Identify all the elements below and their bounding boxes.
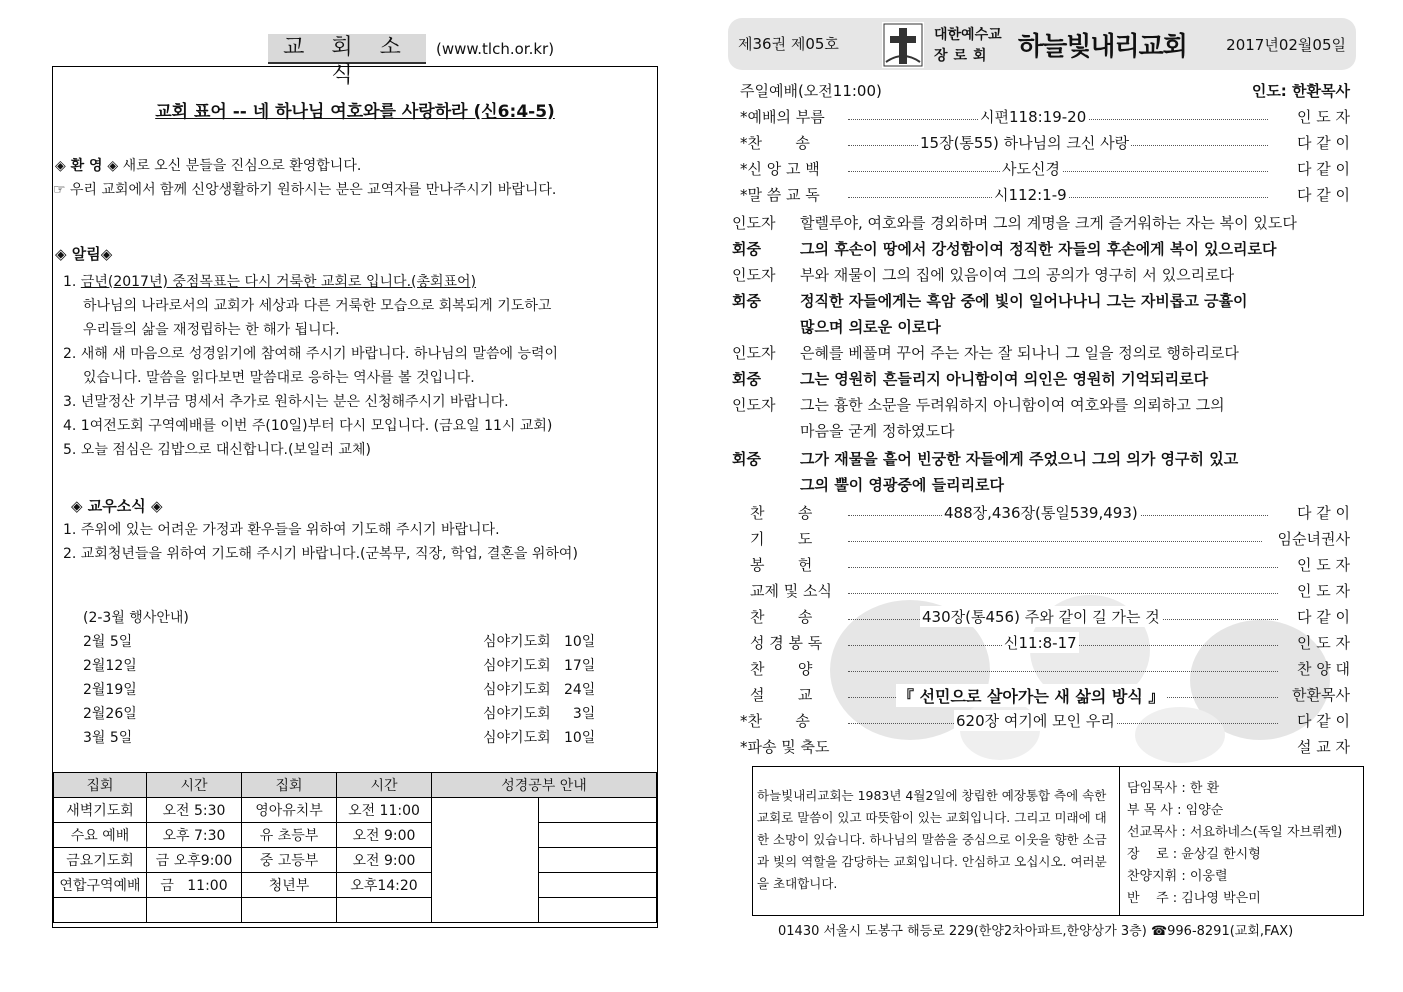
table-cell [539,898,657,923]
table-cell: 오후 7:30 [147,823,242,848]
reading-line: 은혜를 베풀며 꾸어 주는 자는 잘 되나니 그 일을 정의로 행하리로다 [800,344,1239,362]
staff-line: 부 목 사 : 임양순 [1127,803,1224,818]
church-info-box [752,766,1364,916]
table-cell: 오전 9:00 [337,848,432,873]
table-cell: 금 11:00 [147,873,242,898]
table-cell: 금요기도회 [54,848,147,873]
member-news-2: 2. 교회청년들을 위하여 기도해 주시기 바랍니다.(군복무, 직장, 학업, 결혼을 위하여) [63,546,578,562]
bulletin-header [728,18,1356,70]
table-cell: 오전 9:00 [337,823,432,848]
event-date: 2월12일 [83,658,137,674]
welcome-line: ◈ 환 영 ◈ 새로 오신 분들을 진심으로 환영합니다. [55,158,362,174]
service-leader: 인도: 한환목사 [1251,82,1350,100]
order-item: *찬 송 620장 여기에 모인 우리 다 같 이 [740,712,1350,730]
reading-speaker: 인도자 [732,396,776,414]
event-night-prayer: 심야기도회 24일 [483,682,596,698]
reading-line: 마음을 굳게 정하였도다 [800,422,955,440]
staff-line: 담임목사 : 한 환 [1127,781,1220,796]
welcome-heading: ◈ 환 영 ◈ [55,158,119,174]
event-night-prayer: 심야기도회 3일 [483,706,596,722]
denomination-sub: 장로회 [934,48,993,64]
table-cell: 새벽기도회 [54,798,147,823]
reading-line: 그는 영원히 흔들리지 아니함이여 의인은 영원히 기억되리로다 [800,370,1209,388]
notice-4: 4. 1여전도회 구역예배를 이번 주(10일)부터 다시 모입니다. (금요일 11시 교회) [63,418,553,434]
table-row [54,898,657,923]
event-night-prayer: 심야기도회 17일 [483,658,596,674]
table-cell: 중 고등부 [242,848,337,873]
table-cell [539,848,657,873]
table-cell: 영아유치부 [242,798,337,823]
event-date: 2월 5일 [83,634,133,650]
table-row [54,823,657,848]
reading-speaker: 인도자 [732,344,776,362]
event-date: 3월 5일 [83,730,133,746]
reading-line: 많으며 의로운 이로다 [800,318,941,336]
table-cell: 유 초등부 [242,823,337,848]
order-item: 성 경 봉 독 신11:8-17 인 도 자 [750,634,1350,652]
reading-speaker: 회중 [732,370,761,388]
meeting-schedule-table [53,772,657,923]
table-cell: 오전 5:30 [147,798,242,823]
table-cell [539,873,657,898]
church-address: 01430 서울시 도봉구 해등로 229(한양2차아파트,한양상가 3층) ☎996-8291(교회,FAX) [778,924,1294,939]
church-news-box [52,66,658,928]
table-header-row [54,773,657,798]
notice-2: 2. 새해 새 마음으로 성경읽기에 참여해 주시기 바랍니다. 하나님의 말씀에 능력이 [63,346,559,362]
notice-3: 3. 년말정산 기부금 명세서 추가로 원하시는 분은 신청해주시기 바랍니다. [63,394,509,410]
order-item: *신 앙 고 백 사도신경 다 같 이 [740,160,1350,178]
notice-2-line2: 있습니다. 말씀을 읽다보면 말씀대로 응하는 역사를 볼 것입니다. [83,370,475,386]
table-cell [432,798,539,923]
col-header: 성경공부 안내 [432,773,657,798]
order-item: 봉 헌 인 도 자 [750,556,1350,574]
order-item: *예배의 부름 시편118:19-20 인 도 자 [740,108,1350,126]
table-cell [242,898,337,923]
notice-heading: ◈ 알림◈ [55,245,113,263]
table-row [54,873,657,898]
church-motto: 교회 표어 -- 네 하나님 여호와를 사랑하라 (신6:4-5) [155,102,555,122]
reading-line: 정직한 자들에게는 흑암 중에 빛이 일어나나니 그는 자비롭고 긍휼이 [800,292,1248,310]
reading-speaker: 회중 [732,450,761,468]
table-cell: 연합구역예배 [54,873,147,898]
staff-line: 장 로 : 윤상길 한시형 [1127,847,1261,862]
event-date: 2월19일 [83,682,137,698]
worship-order [728,76,1356,766]
reading-line: 그의 뿔이 영광중에 들리리로다 [800,476,1005,494]
event-date: 2월26일 [83,706,137,722]
notice-1-line2: 하나님의 나라로서의 교회가 세상과 다른 거룩한 모습으로 회복되게 기도하고 [83,298,552,314]
bulletin-date: 2017년02월05일 [1226,36,1346,54]
reading-line: 부와 재물이 그의 집에 있음이여 그의 공의가 영구히 서 있으리로다 [800,266,1235,284]
service-time: 주일예배(오전11:00) [740,82,882,100]
table-row [54,848,657,873]
events-heading: (2-3월 행사안내) [83,610,189,626]
reading-line: 그는 흉한 소문을 두려워하지 아니함이여 여호와를 의뢰하고 그의 [800,396,1225,414]
order-item: *찬 송 15장(통55) 하나님의 크신 사랑 다 같 이 [740,134,1350,152]
reading-speaker: 인도자 [732,266,776,284]
table-cell [539,798,657,823]
reading-speaker: 회중 [732,292,761,310]
staff-line: 선교목사 : 서요하네스(독일 자브뤼켄) [1127,825,1343,840]
church-logo-icon [882,22,924,68]
col-header: 집회 [242,773,337,798]
reading-line: 그가 재물을 흩어 빈궁한 자들에게 주었으니 그의 의가 영구히 있고 [800,450,1239,468]
staff-line: 찬양지휘 : 이웅렬 [1127,869,1228,884]
reading-line: 할렐루야, 여호와를 경외하며 그의 계명을 크게 즐거워하는 자는 복이 있도다 [800,214,1297,232]
order-item: 기 도 임순녀권사 [750,530,1350,548]
order-item: *파송 및 축도 설 교 자 [740,738,1350,756]
member-news-1: 1. 주위에 있는 어려운 가정과 환우들을 위하여 기도해 주시기 바랍니다. [63,522,500,538]
event-night-prayer: 심야기도회 10일 [483,730,596,746]
reading-speaker: 인도자 [732,214,776,232]
table-cell [54,898,147,923]
order-item: 설 교 『 선민으로 살아가는 새 삶의 방식 』 한환목사 [750,686,1350,706]
website-url[interactable]: (www.tlch.or.kr) [436,40,555,58]
order-item: 찬 송 488장,436장(통일539,493) 다 같 이 [750,504,1350,522]
volume-number: 제36권 제05호 [738,35,839,53]
denomination: 대한예수교 [934,27,1002,43]
order-item: 찬 양 찬 양 대 [750,660,1350,678]
reading-speaker: 회중 [732,240,761,258]
sermon-title: 『 선민으로 살아가는 새 삶의 방식 』 [896,684,1166,707]
order-item: 교제 및 소식 인 도 자 [750,582,1350,600]
table-cell: 수요 예배 [54,823,147,848]
event-night-prayer: 심야기도회 10일 [483,634,596,650]
church-introduction: 하늘빛내리교회는 1983년 4월2일에 창립한 예장통합 측에 속한 교회로 말씀이 있고 따뜻함이 있는 교회입니다. 그리고 미래에 대한 소망이 있습니다. 하나님의 말씀을 중심으로 이웃을 향한 소금과 빛의 역할을 감당하는 교회입니다. 안심하고 오십시오. 여러분을 초대합니다. [757,788,1107,891]
table-cell [539,823,657,848]
notice-1-line3: 우리들의 삶을 재정립하는 한 해가 됩니다. [83,322,340,338]
table-row [54,798,657,823]
church-name: 하늘빛내리교회 [1018,32,1187,62]
table-cell [147,898,242,923]
table-cell: 청년부 [242,873,337,898]
order-item: 찬 송 430장(통456) 주와 같이 길 가는 것 다 같 이 [750,608,1350,626]
welcome-note: ☞ 우리 교회에서 함께 신앙생활하기 원하시는 분은 교역자를 만나주시기 바랍니다. [53,182,557,198]
staff-line: 반 주 : 김나영 박은미 [1127,891,1261,906]
table-cell: 금 오후9:00 [147,848,242,873]
col-header: 시간 [337,773,432,798]
notice-1: 1. 금년(2017년) 중점목표는 다시 거룩한 교회로 입니다.(총회표어) [63,274,477,290]
order-item: *말 씀 교 독 시112:1-9 다 같 이 [740,186,1350,204]
col-header: 시간 [147,773,242,798]
table-cell: 오후14:20 [337,873,432,898]
member-news-heading: ◈ 교우소식 ◈ [71,497,163,515]
table-cell [337,898,432,923]
notice-5: 5. 오늘 점심은 김밥으로 대신합니다.(보일러 교체) [63,442,371,458]
news-title: 교 회 소 식 [268,34,426,64]
reading-line: 그의 후손이 땅에서 강성함이여 정직한 자들의 후손에게 복이 있으리로다 [800,240,1277,258]
col-header: 집회 [54,773,147,798]
table-cell: 오전 11:00 [337,798,432,823]
